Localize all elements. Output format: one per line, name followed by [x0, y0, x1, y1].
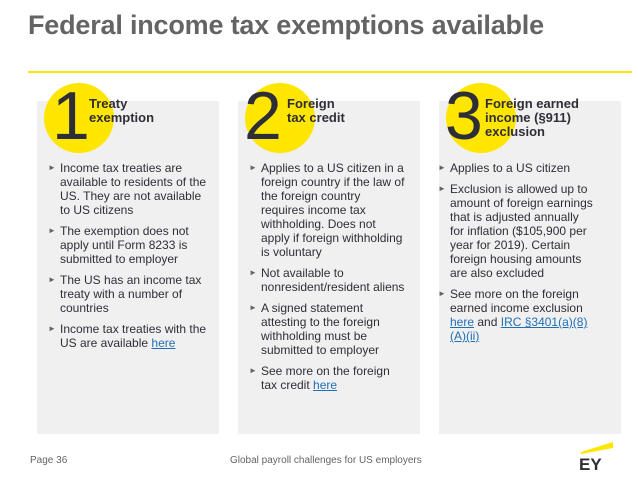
heading-line: Treaty — [89, 96, 128, 111]
list-item: ► See more on the foreign tax credit here — [249, 364, 390, 392]
heading-line: exemption — [89, 110, 155, 125]
bullet-list-treaty — [48, 161, 208, 357]
list-item: ► Income tax treaties are available to residents of the US. They are not available to US citizens — [48, 161, 207, 217]
bullet-arrow-icon: ► — [249, 303, 257, 312]
list-item: ► Applies to a US citizen — [438, 161, 571, 175]
heading-line: income (§911) — [485, 110, 571, 125]
treaties-link[interactable]: here — [151, 336, 176, 350]
ey-logo — [575, 440, 615, 472]
irc-section-link[interactable]: IRC §3401(a)(8)(A)(ii) — [450, 315, 588, 343]
bullet-arrow-icon: ► — [48, 226, 56, 235]
bullet-arrow-icon: ► — [438, 289, 446, 298]
bullet-arrow-icon: ► — [48, 163, 56, 172]
list-item: ► Applies to a US citizen in a foreign country if the law of the foreign country requires income tax withholding. Does not apply if foreign withholding is voluntary — [249, 161, 405, 259]
bullet-arrow-icon: ► — [48, 275, 56, 284]
bullet-arrow-icon: ► — [438, 184, 446, 193]
list-item: ► The exemption does not apply until Form 8233 is submitted to employer — [48, 224, 189, 266]
foreign-earned-income-link[interactable]: here — [450, 315, 475, 329]
list-item: ► Not available to nonresident/resident aliens — [249, 266, 405, 294]
heading-line: Foreign earned — [485, 96, 579, 111]
bullet-arrow-icon: ► — [48, 324, 56, 333]
logo-text: EY — [579, 455, 602, 472]
bullet-list-foreign-earned-income — [438, 161, 596, 350]
column-heading-foreign-earned-income — [485, 97, 579, 139]
list-item: ► A signed statement attesting to the foreign withholding must be submitted to employer — [249, 301, 380, 357]
list-item: ► See more on the foreign earned income exclusion here and IRC §3401(a)(8)(A)(ii) — [438, 287, 588, 343]
bullet-list-foreign-tax-credit — [249, 161, 407, 399]
heading-line: tax credit — [287, 110, 345, 125]
foreign-tax-credit-link[interactable]: here — [313, 378, 338, 392]
list-item: ► The US has an income tax treaty with a number of countries — [48, 273, 202, 315]
page-title: Federal income tax exemptions available — [28, 10, 544, 40]
list-item: ► Income tax treaties with the US are available here — [48, 322, 207, 350]
column-number-2: 2 — [244, 78, 282, 154]
page-number: Page 36 — [30, 455, 68, 466]
footer-caption: Global payroll challenges for US employers — [230, 455, 422, 466]
column-number-3: 3 — [445, 78, 483, 154]
heading-line: Foreign — [287, 96, 335, 111]
title-divider — [28, 71, 632, 73]
bullet-arrow-icon: ► — [249, 366, 257, 375]
column-heading-treaty — [89, 97, 154, 125]
heading-line: exclusion — [485, 124, 545, 139]
bullet-arrow-icon: ► — [438, 163, 446, 172]
bullet-arrow-icon: ► — [249, 163, 257, 172]
column-number-1: 1 — [52, 78, 90, 154]
list-item: ► Exclusion is allowed up to amount of foreign earnings that is adjusted annually for inflation ($105,900 per year for 2019). Certain foreign housing amounts are also excluded — [438, 182, 593, 280]
bullet-arrow-icon: ► — [249, 268, 257, 277]
column-heading-foreign-tax-credit — [287, 97, 345, 125]
